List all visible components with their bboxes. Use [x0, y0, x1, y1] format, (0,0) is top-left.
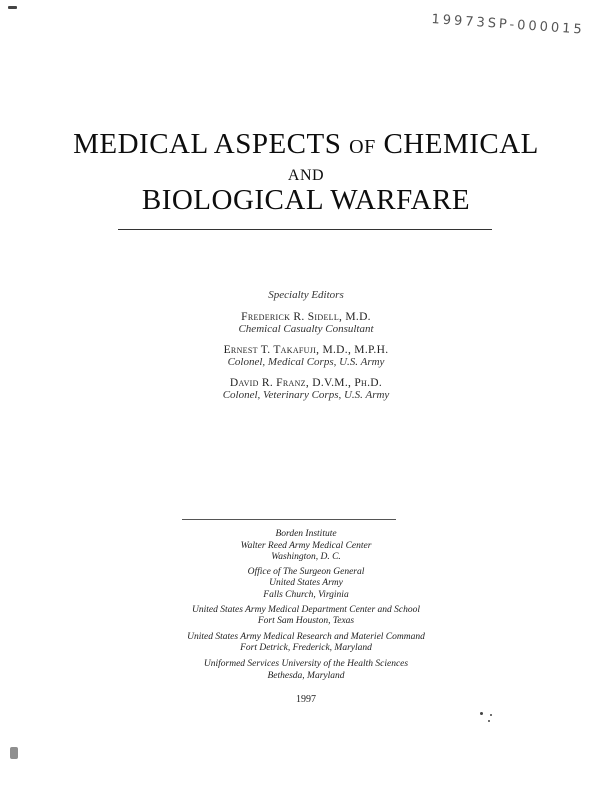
title-line-1-a: MEDICAL ASPECTS	[73, 128, 350, 160]
publisher-line: Washington, D. C.	[271, 552, 341, 562]
scan-speck	[488, 720, 490, 722]
scan-speck	[490, 714, 492, 716]
publisher-line: Fort Sam Houston, Texas	[257, 616, 355, 626]
editor-role: Colonel, Medical Corps, U.S. Army	[227, 356, 385, 368]
scan-speck	[10, 747, 18, 759]
publisher-line: Bethesda, Maryland	[267, 671, 345, 681]
publisher-line: Falls Church, Virginia	[263, 590, 349, 600]
editor-name: Ernest T. Takafuji, M.D., M.P.H.	[223, 344, 389, 356]
title-rule	[118, 229, 492, 230]
title-line-3: BIOLOGICAL WARFARE	[141, 184, 471, 216]
editor-role: Colonel, Veterinary Corps, U.S. Army	[222, 389, 390, 401]
publisher-line: United States Army	[269, 578, 343, 588]
publisher-line: Walter Reed Army Medical Center	[240, 541, 372, 551]
title-of: OF	[349, 136, 376, 158]
scan-speck	[480, 712, 483, 715]
publisher-line: Uniformed Services University of the Health Sciences	[203, 659, 409, 669]
publisher-line: Borden Institute	[275, 529, 337, 539]
handwritten-accession-number: 19973SP-000015	[430, 12, 586, 38]
publisher-rule	[182, 519, 396, 520]
publication-year: 1997	[296, 694, 316, 705]
title-line-1-b: CHEMICAL	[375, 128, 539, 160]
editor-name: David R. Franz, D.V.M., Ph.D.	[229, 377, 383, 389]
publisher-line: United States Army Medical Research and Materiel Command	[187, 632, 425, 642]
editor-name: Frederick R. Sidell, M.D.	[241, 311, 371, 323]
title-line-1	[0, 128, 612, 161]
publisher-line: Office of The Surgeon General	[247, 567, 365, 577]
editors-label: Specialty Editors	[268, 289, 344, 301]
title-and: AND	[287, 167, 325, 184]
publisher-line: United States Army Medical Department Center and School	[191, 605, 421, 615]
editor-role: Chemical Casualty Consultant	[238, 323, 374, 335]
publisher-line: Fort Detrick, Frederick, Maryland	[240, 643, 372, 653]
scan-speck	[8, 6, 17, 9]
